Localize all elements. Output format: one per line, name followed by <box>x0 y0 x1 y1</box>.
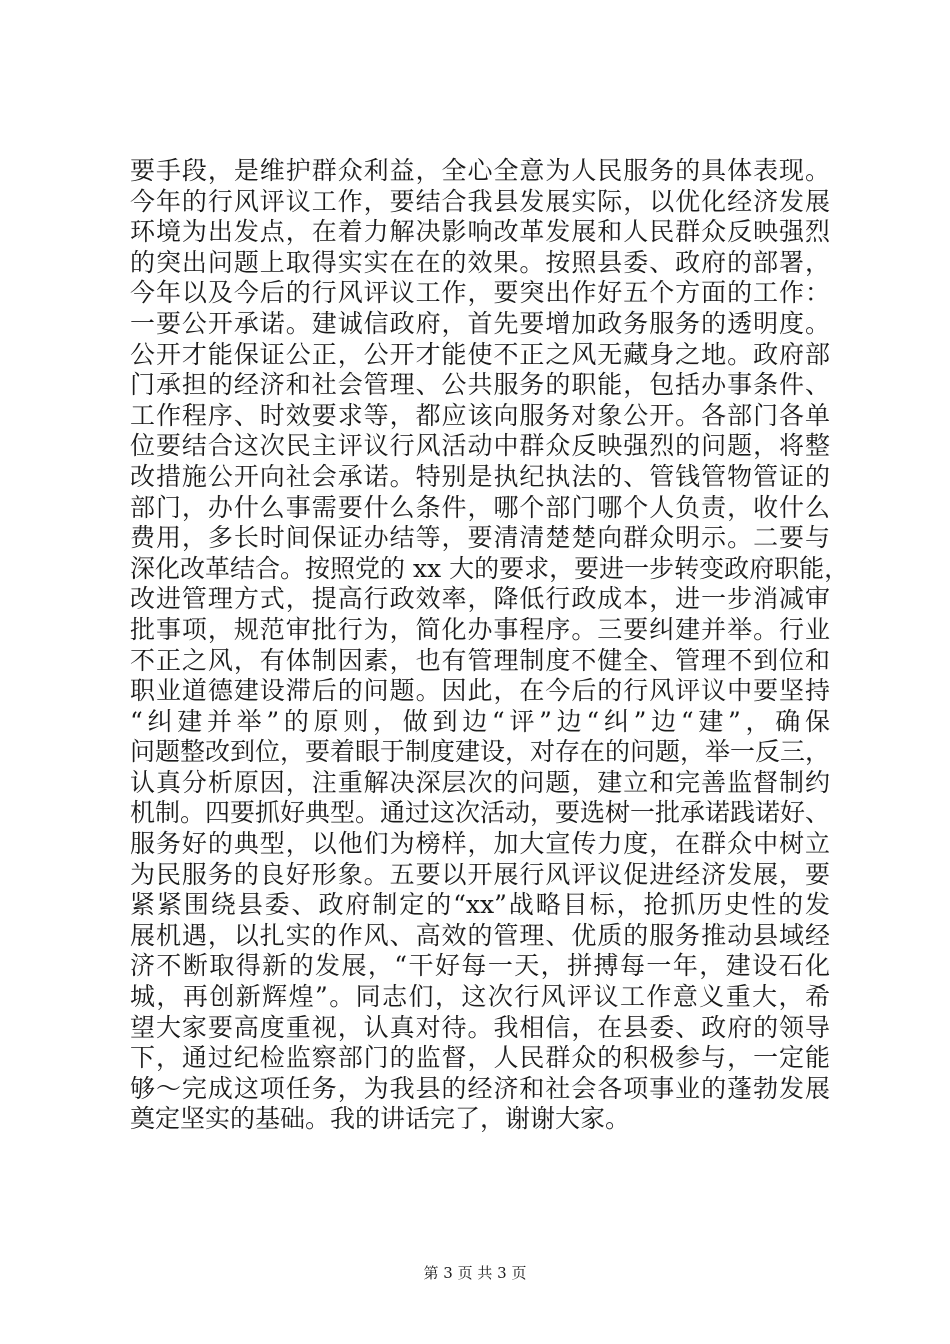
text-line: 要手段，是维护群众利益，全心全意为人民服务的具体表现。 <box>130 156 830 185</box>
text-line: 部门，办什么事需要什么条件，哪个部门哪个人负责，收什么 <box>130 492 830 522</box>
text-line: 认真分析原因，注重解决深层次的问题，建立和完善监督制约 <box>130 767 830 797</box>
text-line: 工作程序、时效要求等，都应该向服务对象公开。各部门各单 <box>130 400 830 430</box>
text-line: 问题整改到位，要着眼于制度建设，对存在的问题，举一反三， <box>130 737 831 767</box>
text-line: 济不断取得新的发展，“干好每一天，拼搏每一年，建设石化 <box>130 951 830 981</box>
text-line: 服务好的典型，以他们为榜样，加大宣传力度，在群众中树立 <box>130 829 830 859</box>
text-line: 展机遇，以扎实的作风、高效的管理、优质的服务推动县域经 <box>130 920 830 950</box>
text-line: 改进管理方式，提高行政效率，降低行政成本，进一步消减审 <box>130 584 830 614</box>
text-line: 批事项，规范审批行为，简化办事程序。三要纠建并举。行业 <box>130 614 830 644</box>
text-line: 城，再创新辉煌”。同志们，这次行风评议工作意义重大，希 <box>130 982 830 1012</box>
text-line: 深化改革结合。按照党的 xx 大的要求，要进一步转变政府职能， <box>130 553 850 583</box>
text-line: 机制。四要抓好典型。通过这次活动，要选树一批承诺践诺好、 <box>130 798 831 828</box>
text-line: 位要结合这次民主评议行风活动中群众反映强烈的问题，将整 <box>130 431 830 461</box>
text-line: 今年的行风评议工作，要结合我县发展实际，以优化经济发展 <box>130 186 830 216</box>
text-line: 公开才能保证公正，公开才能使不正之风无藏身之地。政府部 <box>130 339 830 369</box>
text-line: 今年以及今后的行风评议工作，要突出作好五个方面的工作： <box>130 278 830 308</box>
text-line: 门承担的经济和社会管理、公共服务的职能，包括办事条件、 <box>130 370 830 400</box>
text-line: 职业道德建设滞后的问题。因此，在今后的行风评议中要坚持 <box>130 676 830 706</box>
page-footer: 第 3 页 共 3 页 <box>423 1264 527 1282</box>
body-text <box>130 156 850 1135</box>
text-line: 为民服务的良好形象。五要以开展行风评议促进经济发展，要 <box>130 859 830 889</box>
text-line: 环境为出发点，在着力解决影响改革发展和人民群众反映强烈 <box>130 217 830 247</box>
text-line: 下，通过纪检监察部门的监督，人民群众的积极参与，一定能 <box>130 1043 830 1073</box>
text-line: 的突出问题上取得实实在在的效果。按照县委、政府的部署， <box>130 247 830 277</box>
text-line: 不正之风，有体制因素，也有管理制度不健全、管理不到位和 <box>130 645 830 675</box>
text-line: 奠定坚实的基础。我的讲话完了，谢谢大家。 <box>130 1104 631 1134</box>
text-line: 费用，多长时间保证办结等，要清清楚楚向群众明示。二要与 <box>130 523 830 553</box>
text-line: 够～完成这项任务，为我县的经济和社会各项事业的蓬勃发展 <box>130 1073 830 1103</box>
text-line: 一要公开承诺。建诚信政府，首先要增加政务服务的透明度。 <box>130 308 830 338</box>
text-line: 紧紧围绕县委、政府制定的“xx”战略目标，抢抓历史性的发 <box>130 890 830 920</box>
text-line: “纠建并举”的原则，做到边“评”边“纠”边“建”，确保 <box>130 706 830 736</box>
text-line: 改措施公开向社会承诺。特别是执纪执法的、管钱管物管证的 <box>130 461 830 491</box>
text-line: 望大家要高度重视，认真对待。我相信，在县委、政府的领导 <box>130 1012 830 1042</box>
